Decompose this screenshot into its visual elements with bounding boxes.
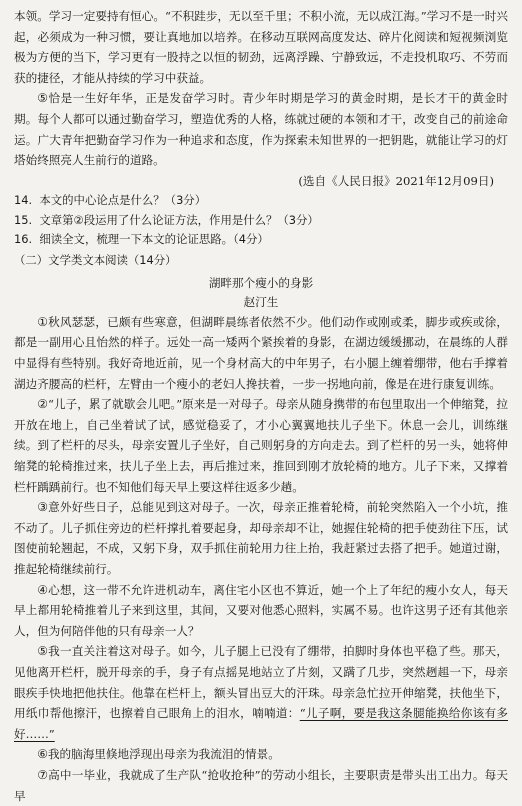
question-text: 本文的中心论点是什么？（3分） <box>39 193 207 208</box>
story-paragraph-3 <box>14 497 508 579</box>
paragraph-number: ⑥ <box>37 747 48 762</box>
question-text: 文章第②段运用了什么论证方法，作用是什么？（3分） <box>39 212 319 227</box>
paragraph-number: ③ <box>37 500 49 515</box>
story-author: 赵汀生 <box>243 294 279 309</box>
question-number: 15. <box>14 212 33 227</box>
paragraph-text: 意外好些日子，总能见到这对母子。一次，母亲正推着轮椅，前轮突然陷入一个小坑，推不动了。儿子抓住旁边的栏杆撑扎着要起身，却母亲却不让，她握住轮椅的把手使劲往下压，试图使前轮翘起，不成，又躬下身，双手抓住前轮用力往上抬，我赶紧过去搭了把手。她道过谢，推起轮椅继续前行。 <box>14 500 508 576</box>
question-15 <box>14 211 508 231</box>
paragraph-text: 我一直关注着这对母子。如今，儿子腿上已没有了绷带，拍脚时身体也平稳了些。那天，见他离开栏杆，脱开母亲的手，身子有点摇晃地站立了片刻，又蹒了几步，突然趔趄一下，母亲眼疾手快地把他扶住。他靠在栏杆上，额头冒出豆大的汗珠。母亲急忙拉开伸缩凳，扶他坐下，用纸巾帮他擦汗，也擦着自己眼角上的泪水，喃喃道： <box>14 644 508 721</box>
question-14 <box>14 191 508 211</box>
question-number: 16. <box>14 232 33 247</box>
question-number: 14. <box>14 193 33 208</box>
paragraph-number: ① <box>37 314 49 329</box>
paragraph-number: ② <box>37 397 48 412</box>
paragraph-text: 高中一毕业，我就成了生产队“抢收抢种”的劳动小组长，主要职责是带头出工出力。每天早 <box>14 767 508 803</box>
paragraph-text: 我的脑海里倏地浮现出母亲为我流泪的情景。 <box>47 747 280 762</box>
underlined-quote: “儿子啊，要是我这条腿能换给你该有多好……” <box>14 706 508 741</box>
paragraph-number: ④ <box>37 582 49 597</box>
story-paragraph-7 <box>14 765 508 806</box>
story-paragraph-2 <box>14 394 508 497</box>
paragraph-text: 心想，这一带不允许进机动车，离住宅小区也不算近，她一个上了年纪的瘦小女人，每天早上都用轮椅推着儿子来到这里，其间，又要对他悉心照料，实属不易。也许这男子还有其他亲人，但为何陪伴他的只有母亲一人？ <box>14 582 508 638</box>
story-title: 湖畔那个瘦小的身影 <box>208 275 314 290</box>
story-paragraph-1 <box>14 312 508 394</box>
paragraph-text: 恰是一生好年华，正是发奋学习时。青少年时期是学习的黄金时期，是长才干的黄金时期。每个人都可以通过勤奋学习，塑造优秀的人格，练就过硬的本领和才干，改变自己的前途命运。广大青年把勤奋学习作为一种追求和态度，作为探索未知世界的一把钥匙，就能让学习的灯塔始终照亮人生前行的道路。 <box>14 91 508 168</box>
section-heading: （二）文学类文本阅读（14分） <box>14 252 177 267</box>
essay-paragraph-continued: 本领。学习一定要持有恒心。“不积跬步，无以至千里；不积小流，无以成江海。”学习不是一时兴起，必须成为一种习惯，要让真地加以培养。在移动互联网高度发达、碎片化阅读和短视频浏览极为方便的当下，学习更有一股持之以恒的韧劲，远离浮躁、宁静致远，不走投机取巧、不劳而获的捷径，才能从持续的学习中获益。 <box>14 9 508 85</box>
paragraph-text: “儿子，累了就歇会儿吧。”原来是一对母子。母亲从随身携带的布包里取出一个伸缩凳，拉开放在地上，自己坐着试了试，感觉稳妥了，才小心翼翼地扶儿子坐下。休息一会儿，训练继续。到了栏杆的尽头，母亲安置儿子坐好，自己则躬身的方向走去。到了栏杆的另一头，她将伸缩凳的轮椅推过来，扶儿子坐上去，再后推过来，推回到刚才放轮椅的地方。儿子下来，又撑着栏杆踽踽前行。也不知他们每天早上要这样往返多少趟。 <box>14 397 508 494</box>
story-paragraph-4 <box>14 580 508 642</box>
story-paragraph-6 <box>14 744 508 765</box>
question-16 <box>14 230 508 250</box>
paragraph-number: ⑤ <box>37 644 49 659</box>
paragraph-number: ⑤ <box>37 91 49 106</box>
paragraph-number: ⑦ <box>37 767 49 782</box>
essay-paragraph-5 <box>14 88 508 170</box>
question-text: 细读全文，梳理一下本文的论证思路。（4分） <box>39 232 269 247</box>
essay-source: (选自《人民日报》2021年12月09日) <box>298 173 494 188</box>
paragraph-text: 秋风瑟瑟，已颇有些寒意，但湖畔晨练者依然不少。他们动作或刚或柔，脚步或疾或徐，都是一副用心且怡然的样子。远处一高一矮两个紧挨着的身影，在湖边缓缓挪动，在晨练的人群中显得有些特别。我好奇地近前，见一个身材高大的中年男子，右小腿上缠着绷带，他右手撑着湖边齐腰高的栏杆，左臂由一个瘦小的老妇人搀扶着，一步一拐地向前，像是在进行康复训练。 <box>14 314 508 391</box>
story-paragraph-5 <box>14 641 508 744</box>
